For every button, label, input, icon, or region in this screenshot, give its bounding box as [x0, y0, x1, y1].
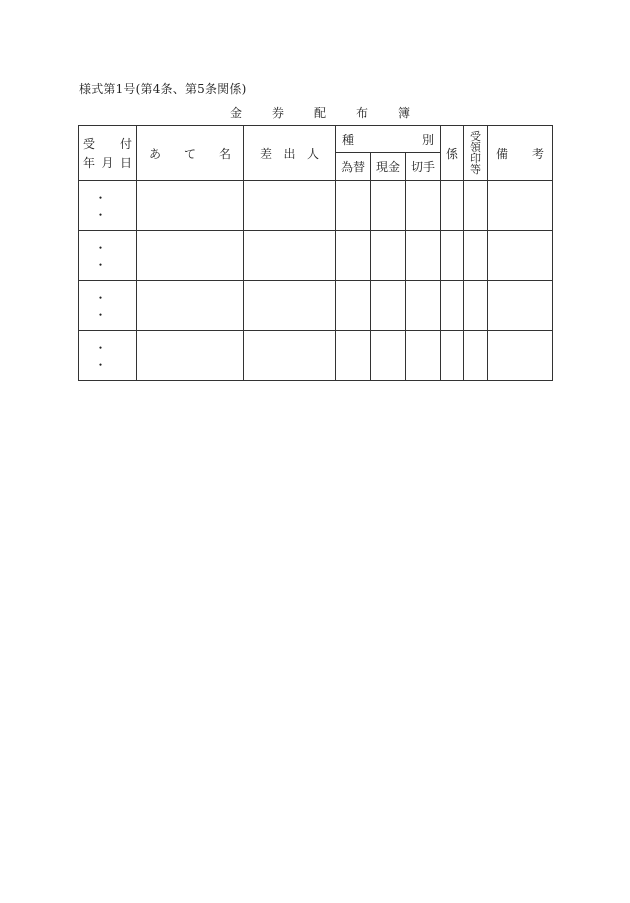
row-cash-cell[interactable]: [371, 281, 406, 331]
row-staff-cell[interactable]: [441, 181, 464, 231]
title-char: 簿: [397, 106, 410, 120]
row-remarks-cell[interactable]: [488, 281, 553, 331]
voucher-ledger-table: [78, 125, 553, 381]
header-type-char: 種: [342, 132, 355, 147]
header-received-char: 付: [119, 137, 132, 151]
title-char: 布: [355, 106, 368, 120]
row-staff-cell[interactable]: [441, 231, 464, 281]
header-remarks: [488, 126, 553, 181]
row-addressee-cell[interactable]: [137, 181, 244, 231]
header-seal-char: 等: [470, 163, 481, 176]
title-char: 配: [313, 106, 326, 120]
header-type-stamps: 切手: [406, 153, 441, 181]
row-addressee-cell[interactable]: [137, 331, 244, 381]
row-cash-cell[interactable]: [371, 181, 406, 231]
header-remarks-char: 備: [496, 146, 509, 161]
table-row: [79, 231, 553, 281]
row-stamps-cell[interactable]: [406, 281, 441, 331]
row-staff-cell[interactable]: [441, 281, 464, 331]
row-cash-cell[interactable]: [371, 331, 406, 381]
header-sender: [244, 126, 336, 181]
header-staff: 係: [441, 126, 464, 181]
header-addressee-char: て: [183, 146, 196, 161]
header-addressee-char: あ: [149, 146, 162, 161]
row-money-order-cell[interactable]: [336, 231, 371, 281]
row-addressee-cell[interactable]: [137, 231, 244, 281]
row-remarks-cell[interactable]: [488, 231, 553, 281]
title-char: 金: [230, 106, 243, 120]
title-char: 券: [271, 106, 284, 120]
row-cash-cell[interactable]: [371, 231, 406, 281]
header-type: [336, 126, 441, 153]
row-staff-cell[interactable]: [441, 331, 464, 381]
row-sender-cell[interactable]: [244, 331, 336, 381]
row-date-cell[interactable]: ・ ・: [79, 231, 137, 281]
row-money-order-cell[interactable]: [336, 281, 371, 331]
header-seal-char: 印: [470, 152, 481, 165]
header-date-char: 年: [83, 156, 96, 170]
row-seal-cell[interactable]: [464, 331, 488, 381]
form-title: [230, 104, 410, 121]
header-addressee: [137, 126, 244, 181]
row-date-cell[interactable]: ・ ・: [79, 181, 137, 231]
header-sender-char: 人: [306, 146, 319, 161]
header-addressee-char: 名: [218, 146, 231, 161]
row-seal-cell[interactable]: [464, 181, 488, 231]
row-date-cell[interactable]: ・ ・: [79, 281, 137, 331]
row-sender-cell[interactable]: [244, 281, 336, 331]
row-money-order-cell[interactable]: [336, 331, 371, 381]
row-seal-cell[interactable]: [464, 281, 488, 331]
row-stamps-cell[interactable]: [406, 181, 441, 231]
header-sender-char: 差: [260, 146, 273, 161]
header-sender-char: 出: [283, 146, 296, 161]
header-date-char: 日: [119, 156, 132, 170]
row-remarks-cell[interactable]: [488, 331, 553, 381]
header-received-date: [79, 126, 137, 181]
table-row: [79, 281, 553, 331]
row-remarks-cell[interactable]: [488, 181, 553, 231]
row-addressee-cell[interactable]: [137, 281, 244, 331]
header-receipt-seal: [464, 126, 488, 181]
header-type-money-order: 為替: [336, 153, 371, 181]
table-row: [79, 181, 553, 231]
header-seal-char: 受: [470, 130, 481, 143]
row-sender-cell[interactable]: [244, 231, 336, 281]
form-number: 様式第1号(第4条、第5条関係): [79, 82, 247, 96]
table-row: [79, 331, 553, 381]
header-type-cash: 現金: [371, 153, 406, 181]
row-sender-cell[interactable]: [244, 181, 336, 231]
row-money-order-cell[interactable]: [336, 181, 371, 231]
header-date-char: 月: [101, 156, 114, 170]
row-seal-cell[interactable]: [464, 231, 488, 281]
row-stamps-cell[interactable]: [406, 231, 441, 281]
row-stamps-cell[interactable]: [406, 331, 441, 381]
row-date-cell[interactable]: ・ ・: [79, 331, 137, 381]
header-seal-char: 領: [470, 141, 481, 154]
header-remarks-char: 考: [531, 146, 544, 161]
header-type-char: 別: [421, 132, 434, 147]
header-received-char: 受: [83, 137, 96, 151]
